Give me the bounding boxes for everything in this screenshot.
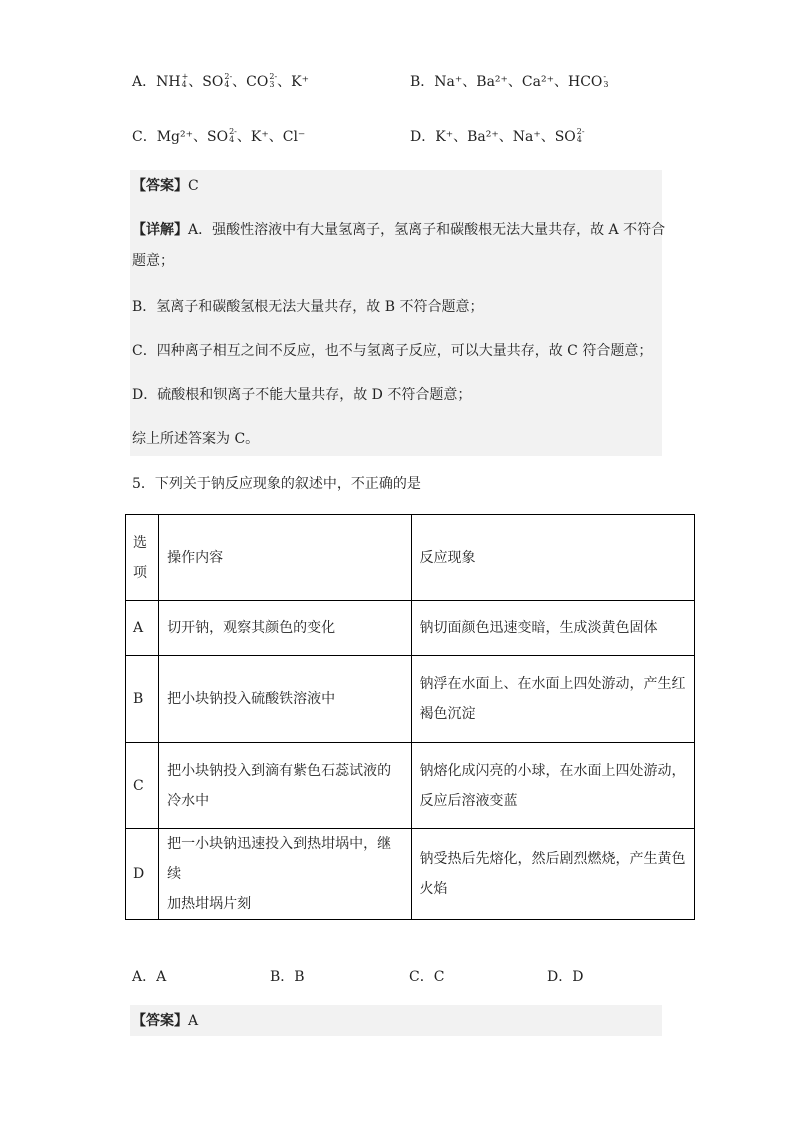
q4-options-row-1 bbox=[132, 70, 692, 94]
q4-explain-line-2: 题意； bbox=[132, 253, 174, 269]
q4-explain-line-1: 【详解】A．强酸性溶液中有大量氢离子，氢离子和碳酸根无法大量共存，故 A 不符合 bbox=[132, 222, 666, 238]
row-operation: 把小块钠投入到滴有紫色石蕊试液的 冷水中 bbox=[159, 743, 411, 829]
row-operation: 把一小块钠迅速投入到热坩埚中，继续 加热坩埚片刻 bbox=[159, 829, 411, 920]
q4-explain-line-3: B．氢离子和碳酸氢根无法大量共存，故 B 不符合题意； bbox=[132, 299, 484, 315]
q4-options-row-2 bbox=[132, 125, 692, 149]
row-operation: 把小块钠投入硫酸铁溶液中 bbox=[159, 656, 411, 743]
row-phenomenon: 钠受热后先熔化，然后剧烈燃烧，产生黄色 火焰 bbox=[411, 829, 695, 920]
q5-choice-a: A．A bbox=[132, 969, 167, 985]
q5-stem: 5．下列关于钠反应现象的叙述中，不正确的是 bbox=[132, 476, 421, 492]
q5-choice-d: D．D bbox=[547, 969, 584, 985]
header-phenomenon: 反应现象 bbox=[411, 515, 695, 601]
q4-option-d: D．K⁺、Ba²⁺、Na⁺、SO 2- 4 bbox=[410, 127, 585, 145]
row-option: D bbox=[126, 829, 159, 920]
row-phenomenon: 钠切面颜色迅速变暗，生成淡黄色固体 bbox=[411, 601, 695, 656]
q5-answer: 【答案】A bbox=[132, 1013, 199, 1029]
q5-choice-c: C．C bbox=[409, 969, 445, 985]
row-option: B bbox=[126, 656, 159, 743]
row-option: C bbox=[126, 743, 159, 829]
row-phenomenon: 钠熔化成闪亮的小球，在水面上四处游动， 反应后溶液变蓝 bbox=[411, 743, 695, 829]
q5-answer-panel bbox=[130, 1005, 662, 1036]
q4-explain-line-6: 综上所述答案为 C。 bbox=[132, 431, 260, 447]
q4-option-c: C．Mg²⁺、SO 2- 4 、K⁺、Cl⁻ bbox=[132, 127, 306, 145]
q4-option-b: B．Na⁺、Ba²⁺、Ca²⁺、HCO - 3 bbox=[410, 72, 609, 90]
q4-option-a: A．NH + 4 、SO 2- 4 、CO 2- 3 、K⁺ bbox=[132, 72, 310, 90]
row-option: A bbox=[126, 601, 159, 656]
header-option: 选 项 bbox=[126, 515, 159, 601]
row-phenomenon: 钠浮在水面上、在水面上四处游动，产生红 褐色沉淀 bbox=[411, 656, 695, 743]
table-row bbox=[126, 656, 695, 743]
table-row bbox=[126, 601, 695, 656]
q5-table bbox=[125, 514, 695, 920]
q4-explain-line-5: D．硫酸根和钡离子不能大量共存，故 D 不符合题意； bbox=[132, 387, 472, 403]
q4-explain-line-4: C．四种离子相互之间不反应，也不与氢离子反应，可以大量共存，故 C 符合题意； bbox=[132, 343, 653, 359]
table-header-row bbox=[126, 515, 695, 601]
q5-choice-b: B．B bbox=[270, 969, 305, 985]
table-row bbox=[126, 829, 695, 920]
header-operation: 操作内容 bbox=[159, 515, 411, 601]
q4-answer: 【答案】C bbox=[132, 178, 199, 194]
table-row bbox=[126, 743, 695, 829]
row-operation: 切开钠，观察其颜色的变化 bbox=[159, 601, 411, 656]
